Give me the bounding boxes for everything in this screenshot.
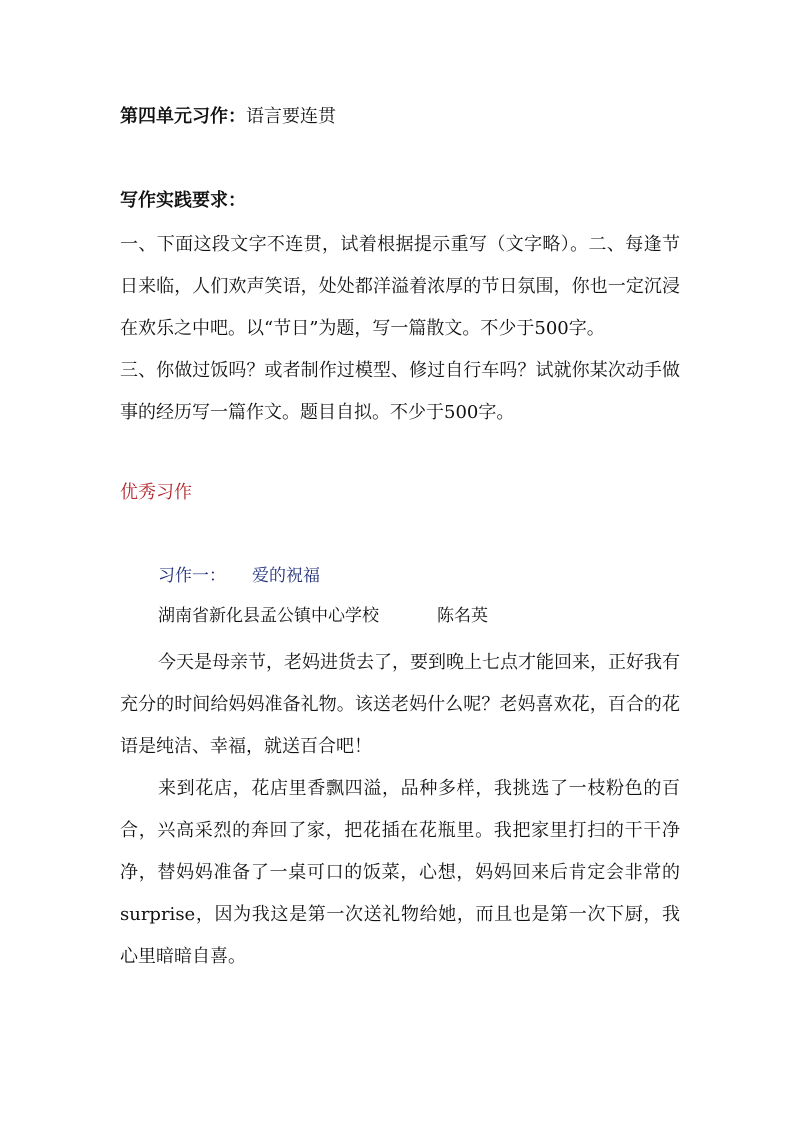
unit-label: 第四单元习作： [120,106,246,127]
essay-paragraph: 今天是母亲节，老妈进货去了，要到晚上七点才能回来，正好我有充分的时间给妈妈准备礼物。该送老妈什么呢？老妈喜欢花，百合的花语是纯洁、幸福，就送百合吧！ [120,652,680,757]
requirements-heading: 写作实践要求： [120,190,246,211]
essay-school: 湖南省新化县孟公镇中心学校 [158,606,379,626]
unit-heading [120,102,680,132]
requirement-paragraph: 三、你做过饭吗？或者制作过模型、修过自行车吗？试就你某次动手做事的经历写一篇作文。题目自拟。不少于500字。 [120,360,680,423]
requirements-body [120,224,680,434]
essay-author: 陈名英 [437,606,488,626]
section-heading: 优秀习作 [120,482,192,503]
essay-body [120,642,680,978]
essay-label: 习作一： [158,566,226,586]
requirement-paragraph: 一、下面这段文字不连贯，试着根据提示重写（文字略）。二、每逢节日来临，人们欢声笑语，处处都洋溢着浓厚的节日氛围，你也一定沉浸在欢乐之中吧。以“节日”为题，写一篇散文。不少于500字。 [120,234,680,339]
essay-byline [158,601,718,631]
unit-topic: 语言要连贯 [246,106,336,127]
essay-title: 爱的祝福 [252,566,320,586]
essay-paragraph: 来到花店，花店里香飘四溢，品种多样，我挑选了一枝粉色的百合，兴高采烈的奔回了家，把花插在花瓶里。我把家里打扫的干干净净，替妈妈准备了一桌可口的饭菜，心想，妈妈回来后肯定会非常的surprise，因为我这是第一次送礼物给她，而且也是第一次下厨，我心里暗暗自喜。 [120,778,680,967]
essay-title-line [158,561,718,591]
